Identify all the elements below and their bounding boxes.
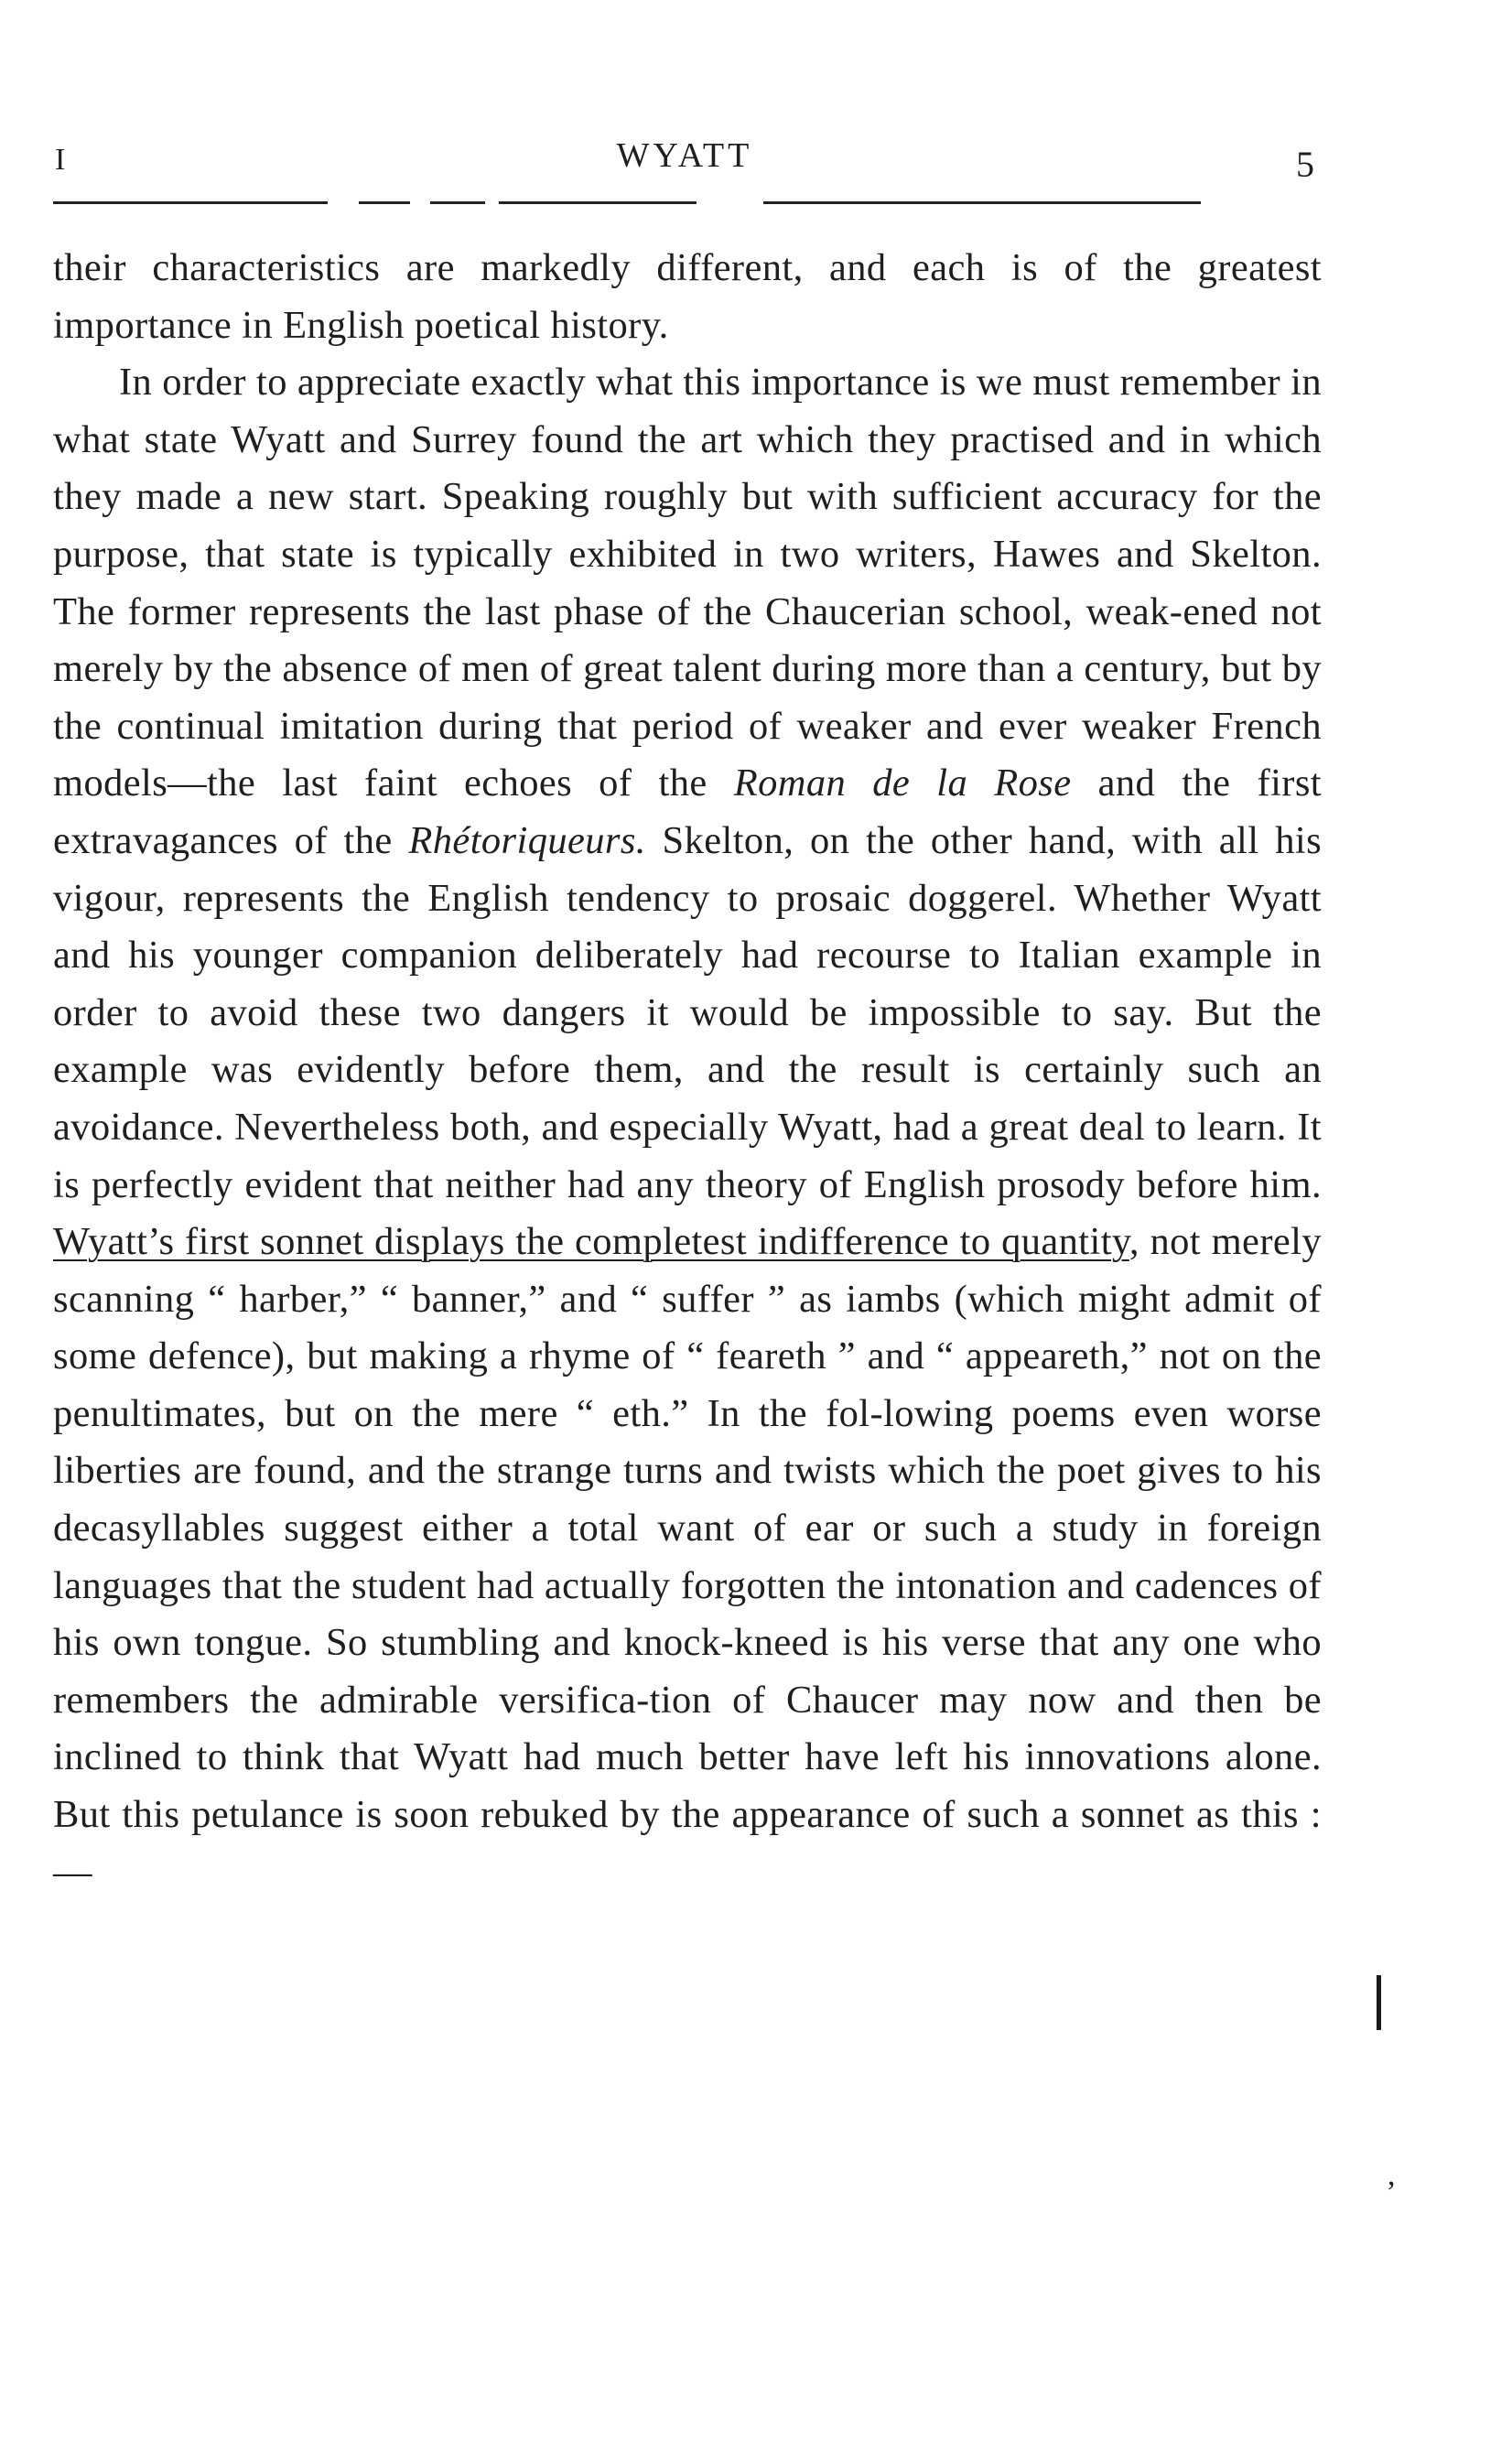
text-run: Skelton, on the other hand, with all his vigour, represents the English tendency to prosaic doggerel. Whether Wyatt and his younger companion deliberately had recourse to Italian example in order to avoid these two dangers it would be impossible to say. But the example was evidently before them, and the result is certainly such an avoidance. Nevertheless both, and especially Wyatt, had a great deal to learn. It is perfectly evident that neither had any theory of English prosody before him. bbox=[53, 818, 1323, 1206]
text-run: In order to appreciate exactly what this importance is we must remember in what state Wyatt and Surrey found the art which they practised and in which they made a new start. Speaking roughly but with sufficient accuracy for the purpose, that state is typically exhibited in two writers, Hawes and Skelton. The former represents the last phase of the Chaucerian school, weak-ened not merely by the absence of men of great talent during more than a century, but by the continual imitation during that period of weaker and ever weaker French models—the last faint echoes of the bbox=[53, 361, 1322, 805]
running-title: WYATT bbox=[616, 136, 753, 175]
header-rule-segment bbox=[53, 201, 328, 204]
header-rule-segment bbox=[359, 201, 410, 204]
header-rule-segment bbox=[499, 201, 697, 204]
chapter-number: I bbox=[55, 143, 68, 177]
italic-term-rhetoriqueurs: Rhétoriqueurs. bbox=[408, 818, 646, 862]
running-head bbox=[53, 135, 1316, 185]
body-text bbox=[53, 240, 1322, 1901]
header-rule-segment bbox=[763, 201, 1201, 204]
underlined-passage: Wyatt’s first sonnet displays the completest indifference to quantity bbox=[53, 1220, 1129, 1264]
margin-annotation-mark: , bbox=[1388, 2158, 1396, 2192]
header-rule-segment bbox=[430, 201, 485, 204]
margin-annotation-bar bbox=[1377, 1975, 1381, 2030]
text-run: , not merely scanning “ harber,” “ banner,” and “ suffer ” as iambs (which might admit of some defence), but making a rhyme of “ feareth ” and “ appeareth,” not on the penultimates, but on the mere “ eth.” In the fol-lowing poems even worse liberties are found, and the strange turns and twists which the poet gives to his decasyllables suggest either a total want of ear or such a study in foreign languages that the student had actually forgotten the intonation and cadences of his own tongue. So stumbling and knock-kneed is his verse that any one who remembers the admirable versifica-tion of Chaucer may now and then be inclined to think that Wyatt had much better have left his innovations alone. But this petulance is soon rebuked by the appearance of such a sonnet as this :— bbox=[53, 1220, 1322, 1894]
italic-title-roman-de-la-rose: Roman de la Rose bbox=[733, 762, 1072, 805]
paragraph-continuation: their characteristics are markedly different, and each is of the greatest importance in English poetical history. bbox=[53, 246, 1322, 347]
text-run: and the first extravagances of the bbox=[53, 762, 1322, 862]
paragraph bbox=[53, 354, 1322, 1901]
page-number: 5 bbox=[1296, 144, 1316, 185]
